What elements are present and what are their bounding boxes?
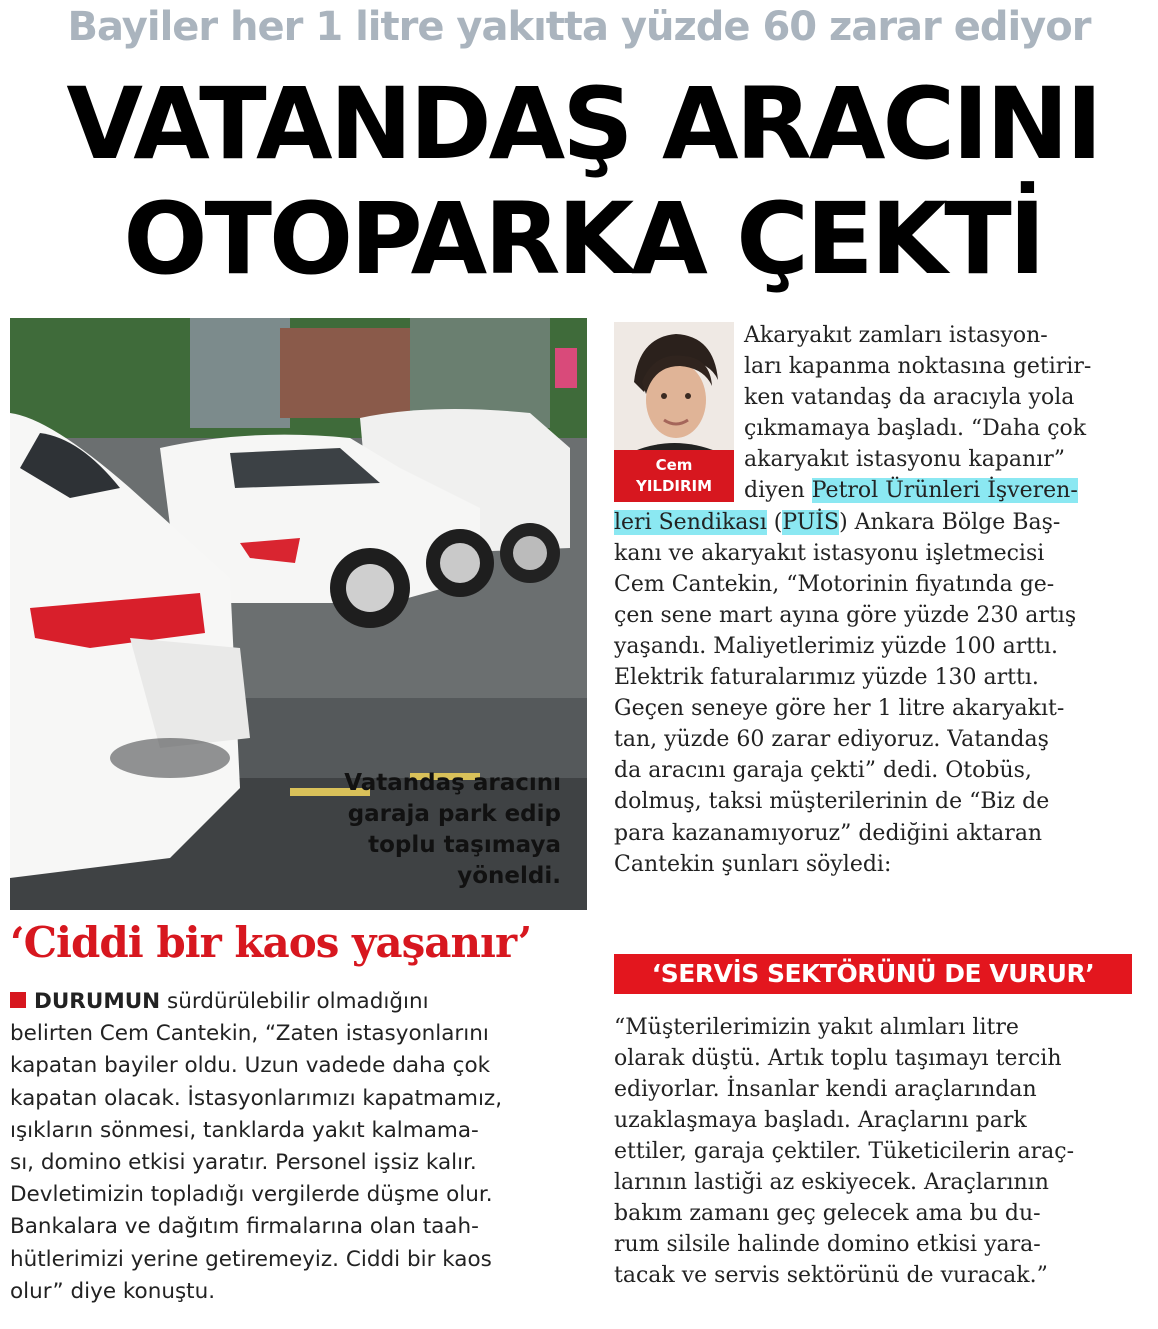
- body-line: akaryakıt istasyonu kapanır”: [744, 447, 1066, 473]
- left-subheading: ‘Ciddi bir kaos yaşanır’: [10, 918, 532, 967]
- body-line: [614, 475, 1149, 506]
- body-line: tan, yüzde 60 zarar ediyoruz. Vatandaş: [614, 727, 1049, 753]
- highlighted-acronym: PUİS: [782, 509, 840, 535]
- red-square-bullet-icon: [10, 992, 26, 1008]
- caption-line: toplu taşımaya: [368, 832, 561, 858]
- body-line: Elektrik faturalarımız yüzde 130 arttı.: [614, 665, 1039, 691]
- body-line: ken vatandaş da aracıyla yola: [744, 385, 1075, 411]
- body-line: larının lastiği az eskiyecek. Araçlarının: [614, 1170, 1049, 1195]
- right-body-text-2: [614, 1012, 1149, 1291]
- highlighted-organization-name: leri Sendikası: [614, 509, 767, 535]
- author-last-name: YILDIRIM: [635, 477, 713, 495]
- right-body-text: [614, 320, 1149, 880]
- body-line: kapatan bayiler oldu. Uzun vadede daha çok: [10, 1053, 491, 1079]
- caption-line: Vatandaş aracını: [344, 770, 561, 796]
- body-line: hütlerimizi yerine getiremeyiz. Ciddi bir kaos: [10, 1246, 492, 1272]
- body-line: olur” diye konuştu.: [10, 1278, 216, 1304]
- body-line: belirten Cem Cantekin, “Zaten istasyonlarını: [10, 1021, 489, 1047]
- body-line: uzaklaşmaya başladı. Araçlarını park: [614, 1108, 1027, 1133]
- body-line: Geçen seneye göre her 1 litre akaryakıt-: [614, 696, 1065, 722]
- body-line: sı, domino etkisi yaratır. Personel işsiz kalır.: [10, 1150, 477, 1176]
- body-line-text: sürdürülebilir olmadığını: [160, 989, 429, 1014]
- body-line: Cantekin şunları söyledi:: [614, 851, 892, 877]
- section-banner: ‘SERVİS SEKTÖRÜNÜ DE VURUR’: [614, 954, 1132, 994]
- body-line-text: (: [766, 509, 783, 535]
- body-line: ediyorlar. İnsanlar kendi araçlarından: [614, 1077, 1037, 1102]
- body-line: “Müşterilerimizin yakıt alımları litre: [614, 1015, 1019, 1040]
- body-line-text: ) Ankara Bölge Baş-: [839, 509, 1061, 535]
- body-line: Cem Cantekin, “Motorinin fiyatında ge-: [614, 571, 1055, 597]
- body-line: kapatan olacak. İstasyonlarımızı kapatmamız,: [10, 1085, 503, 1111]
- body-line: tacak ve servis sektörünü de vuracak.”: [614, 1263, 1048, 1288]
- body-line: Bankalara ve dağıtım firmalarına olan taah-: [10, 1214, 479, 1240]
- body-line: bakım zamanı geç gelecek ama bu du-: [614, 1201, 1041, 1226]
- parked-cars-photo: [10, 318, 587, 910]
- lead-word: DURUMUN: [34, 989, 161, 1014]
- body-line: olarak düştü. Artık toplu taşımayı tercih: [614, 1046, 1062, 1071]
- highlighted-organization-name: Petrol Ürünleri İşveren-: [811, 478, 1078, 504]
- body-line: [10, 986, 578, 1018]
- body-line: ettiler, garaja çektiler. Tüketicilerin araç-: [614, 1139, 1075, 1164]
- body-line: Akaryakıt zamları istasyon-: [744, 323, 1048, 348]
- body-line: rum silsile halinde domino etkisi yara-: [614, 1232, 1041, 1257]
- caption-line: garaja park edip: [347, 801, 561, 827]
- body-line: dolmuş, taksi müşterilerinin de “Biz de: [614, 789, 1050, 815]
- body-line: çıkmamaya başladı. “Daha çok: [744, 416, 1087, 442]
- body-line: ları kapanma noktasına getirir-: [744, 354, 1092, 380]
- kicker-headline: Bayiler her 1 litre yakıtta yüzde 60 zarar ediyor: [67, 4, 1091, 50]
- body-line: [614, 507, 1149, 538]
- caption-line: yöneldi.: [457, 863, 561, 889]
- body-line-text: diyen: [744, 478, 812, 504]
- body-line: çen sene mart ayına göre yüzde 230 artış: [614, 602, 1077, 628]
- main-headline-line-1: VATANDAŞ ARACINI: [66, 67, 1100, 182]
- body-line: Devletimizin topladığı vergilerde düşme olur.: [10, 1182, 493, 1208]
- body-line: ışıkların sönmesi, tanklarda yakıt kalmama-: [10, 1117, 479, 1143]
- body-line: da aracını garaja çekti” dedi. Otobüs,: [614, 758, 1032, 784]
- body-line: para kazanamıyoruz” dediğini aktaran: [614, 820, 1043, 846]
- main-headline-line-2: OTOPARKA ÇEKTİ: [123, 182, 1043, 297]
- body-line: kanı ve akaryakıt istasyonu işletmecisi: [614, 540, 1045, 566]
- photo-caption: [301, 768, 561, 892]
- body-line: yaşandı. Maliyetlerimiz yüzde 100 arttı.: [614, 633, 1058, 659]
- author-first-name: Cem: [655, 456, 693, 474]
- left-body-text: [10, 986, 578, 1308]
